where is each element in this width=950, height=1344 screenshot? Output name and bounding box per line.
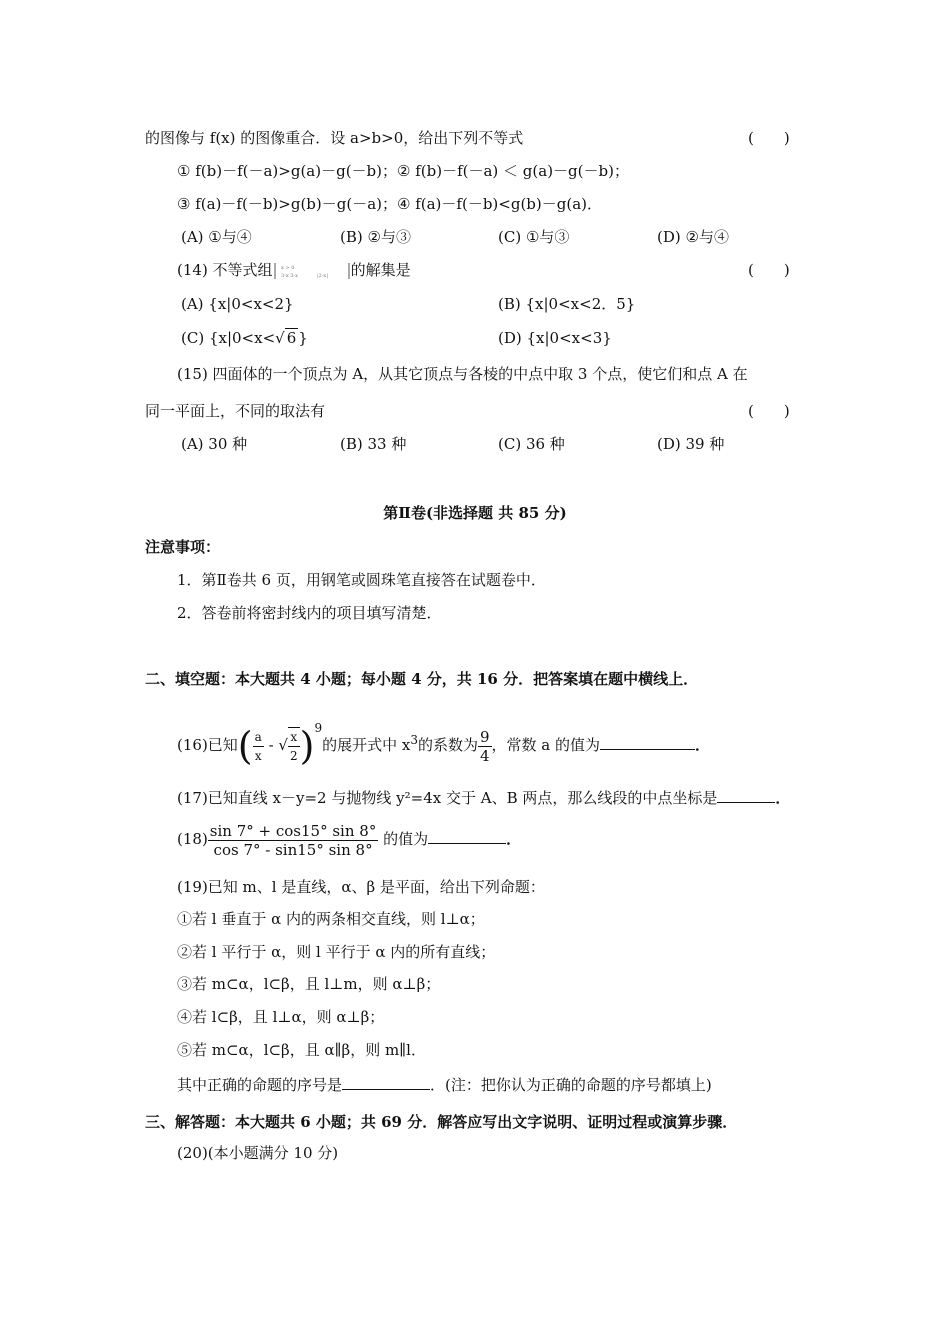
q14-suffix: 的解集是	[350, 261, 411, 279]
q19-answer-blank[interactable]	[342, 1073, 430, 1090]
svg-text:x > 0: x > 0	[280, 265, 294, 271]
q16-answer-blank[interactable]	[600, 733, 695, 750]
q15-line-1: (15) 四面体的一个顶点为 A，从其它顶点与各棱的中点中取 3 个点，使它们和点 A 在	[177, 365, 748, 383]
q17-answer-blank[interactable]	[717, 786, 775, 803]
q16-left-paren: (	[237, 724, 253, 768]
svg-text:3-x 3-x: 3-x 3-x	[280, 273, 298, 279]
q16-coefficient-9-over-4: $\frac{9}{4}$	[479, 727, 490, 765]
q19-proposition-1: ①若 l 垂直于 α 内的两条相交直线，则 l⊥α；	[177, 910, 485, 928]
q13-intro: 的图像与 f(x) 的图像重合．设 a>b>0，给出下列不等式	[145, 129, 524, 147]
notice-heading: 注意事项：	[145, 538, 221, 556]
notice-1: 1．第Ⅱ卷共 6 页，用钢笔或圆珠笔直接答在试题卷中．	[177, 571, 546, 589]
q14-inequality-system-image	[273, 261, 351, 281]
q14-prefix: (14) 不等式组	[177, 261, 273, 279]
q15-option-a: (A) 30 种	[181, 435, 248, 453]
q14-option-a: (A) {x|0<x<2}	[181, 295, 294, 313]
q14-option-c-radicand: 6	[286, 329, 297, 347]
q16-fraction-a-over-x: $\frac{a}{x}$	[254, 729, 262, 763]
q13-inequality-row-2: ③ f(a)－f(－b)>g(b)－g(－a)；④ f(a)－f(－b)<g(b)－g(a)．	[177, 195, 602, 213]
q16: (16)已知( $\frac{a}{x}$ - √ $\frac{x}{2}$ )$^9$的展开式中 $x^3$的系数为 $\frac{9}{4}$ ，常数 a 的值为 ．	[177, 721, 711, 768]
q15-option-c: (C) 36 种	[498, 435, 565, 453]
q13-option-b: (B) ②与③	[340, 228, 411, 246]
q19-proposition-5: ⑤若 m⊂α，l⊂β，且 α∥β，则 m∥l．	[177, 1041, 426, 1059]
q13-option-a: (A) ①与④	[181, 228, 252, 246]
q15-line-2: 同一平面上，不同的取法有	[145, 402, 326, 420]
q19-answer: 其中正确的命题的序号是 ．(注：把你认为正确的命题的序号都填上)	[177, 1073, 712, 1095]
q15-option-d: (D) 39 种	[657, 435, 725, 453]
q20-heading: (20)(本小题满分 10 分)	[177, 1144, 339, 1162]
q14-answer-paren: ( )	[748, 261, 790, 279]
q19-proposition-3: ③若 m⊂α，l⊂β，且 l⊥m，则 α⊥β；	[177, 975, 441, 993]
q15-option-b: (B) 33 种	[340, 435, 407, 453]
section2-heading: 二、填空题：本大题共 4 小题；每小题 4 分，共 16 分．把答案填在题中横线上．	[145, 670, 699, 688]
q13-answer-paren: ( )	[748, 129, 790, 147]
q18: (18) $\frac{\sin 7^\circ + \cos 15^\circ \sin 8^\circ}{\cos 7^\circ - \sin 15^\circ \sin 8^\circ}$ 的值为 ．	[177, 821, 522, 859]
q13-inequality-row-1: ① f(b)－f(－a)>g(a)－g(－b)；② f(b)－f(－a) ＜ g(a)－g(－b)；	[177, 162, 629, 180]
notice-2: 2．答卷前将密封线内的项目填写清楚．	[177, 604, 442, 622]
q16-right-paren: )	[299, 724, 315, 768]
q16-sqrt-x-over-2: $\frac{x}{2}$	[288, 727, 300, 765]
part2-title: 第Ⅱ卷(非选择题 共 85 分)	[383, 504, 567, 522]
q13-option-c: (C) ①与③	[498, 228, 570, 246]
q19-proposition-2: ②若 l 平行于 α，则 l 平行于 α 内的所有直线；	[177, 943, 496, 961]
q19-intro: (19)已知 m、l 是直线，α、β 是平面，给出下列命题：	[177, 878, 545, 896]
q14-option-c: (C) {x|0<x<√ 6 }	[181, 329, 308, 347]
q15-answer-paren: ( )	[748, 402, 790, 420]
q13-option-d: (D) ②与④	[657, 228, 729, 246]
q14-option-d: (D) {x|0<x<3}	[498, 329, 612, 347]
q14-option-b: (B) {x|0<x<2．5}	[498, 295, 636, 313]
svg-text:|2-x|: |2-x|	[316, 273, 328, 279]
q17: (17)已知直线 x－y=2 与抛物线 y²=4x 交于 A、B 两点，那么线段的中点坐标是 ．	[177, 786, 790, 808]
q18-answer-blank[interactable]	[428, 827, 506, 844]
q14-stem	[177, 260, 411, 281]
q19-proposition-4: ④若 l⊂β，且 l⊥α，则 α⊥β；	[177, 1008, 385, 1026]
q18-trig-fraction: $\frac{\sin 7^\circ + \cos 15^\circ \sin 8^\circ}{\cos 7^\circ - \sin 15^\circ \sin 8^\circ}$	[209, 821, 377, 859]
section3-heading: 三、解答题：本大题共 6 小题；共 69 分．解答应写出文字说明、证明过程或演算步骤．	[145, 1113, 738, 1131]
